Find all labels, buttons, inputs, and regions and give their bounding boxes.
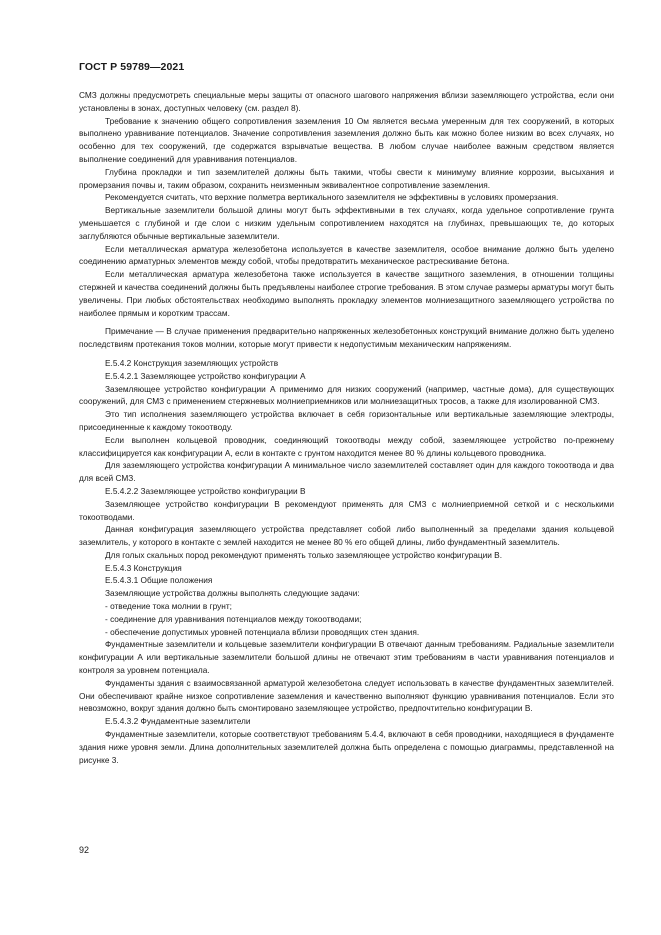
- paragraph: Для голых скальных пород рекомендуют применять только заземляющее устройство конфигурации В.: [105, 549, 503, 560]
- paragraph: Данная конфигурация заземляющего устройства представляет собой либо выполненный за пределами здания кольцевой заземлитель, у которого в контакте с землей находится не менее 80 % его общей длины, либо фундаментный заземлитель.: [79, 524, 614, 548]
- paragraph: Для заземляющего устройства конфигурации А минимальное число заземлителей составляет один для каждого токоотвода и два для всей СМЗ.: [79, 460, 614, 484]
- document-body: [79, 89, 614, 766]
- list-item: - отведение тока молнии в грунт;: [105, 601, 232, 612]
- paragraph: Фундаменты здания с взаимосвязанной арматурой железобетона следует использовать в качестве фундаментных заземлителей. Они обеспечивают крайне низкое сопротивление заземления и качественно выполняют функцию уравнивания потенциалов. Если это невозможно, вокруг здания должно быть смонтировано заземляющее устройство, предпочтительно конфигурации В.: [79, 677, 614, 714]
- paragraph: Если металлическая арматура железобетона используется в качестве заземлителя, особое внимание должно быть уделено соединению арматурных элементов между собой, чтобы предотвратить механическое растрескивание бетона.: [79, 243, 614, 267]
- paragraph: Заземляющее устройство конфигурации А применимо для низких сооружений (например, частные дома), для существующих сооружений, для СМЗ с применением стержневых молниеприемников или молниезащитных тросов, а также для изолированной СМЗ.: [79, 383, 614, 407]
- document-header: ГОСТ Р 59789—2021: [79, 61, 185, 73]
- section-heading: Е.5.4.3 Конструкция: [105, 562, 182, 573]
- paragraph: Фундаментные заземлители, которые соответствуют требованиям 5.4.4, включают в себя проводники, находящиеся в фундаменте здания ниже уровня земли. Длина дополнительных заземлителей должна быть определена с помощью диаграммы, представленной на рисунке 3.: [79, 729, 614, 765]
- section-heading: Е.5.4.2.1 Заземляющее устройство конфигурации А: [105, 370, 306, 381]
- paragraph: Фундаментные заземлители и кольцевые заземлители конфигурации В отвечают данным требованиям. Радиальные заземлители конфигурации А или вертикальные заземлители большой длины не отвечают этим требованиям в части уравнивания потенциалов и контроля за уровнем потенциала.: [79, 639, 614, 676]
- paragraph: Заземляющие устройства должны выполнять следующие задачи:: [105, 588, 360, 599]
- page-number: 92: [79, 845, 90, 855]
- paragraph: Если металлическая арматура железобетона также используется в качестве защитного заземления, в отношении толщины стержней и качества соединений должны быть предъявлены наиболее строгие требования. В этом случае размеры арматуры могут быть увеличены. При любых обстоятельствах необходимо выполнять прокладку элементов молниезащитного заземляющего устройства по наиболее прямым и коротким трассам.: [79, 269, 614, 318]
- paragraph: Рекомендуется считать, что верхние полметра вертикального заземлителя не эффективны в условиях промерзания.: [105, 192, 559, 203]
- paragraph: Если выполнен кольцевой проводник, соединяющий токоотводы между собой, заземляющее устройство по-прежнему классифицируется как конфигурации А, если в контакте с грунтом находится менее 80 % длины кольцевого проводника.: [79, 434, 614, 458]
- section-heading: Е.5.4.3.2 Фундаментные заземлители: [105, 716, 251, 727]
- section-heading: Е.5.4.2.2 Заземляющее устройство конфигурации В: [105, 485, 306, 496]
- paragraph: Заземляющее устройство конфигурации В рекомендуют применять для СМЗ с молниеприемной сеткой и с несколькими токоотводами.: [79, 498, 614, 522]
- section-heading: Е.5.4.2 Конструкция заземляющих устройств: [105, 357, 279, 368]
- paragraph: Это тип исполнения заземляющего устройства включает в себя горизонтальные или вертикальные заземляющие электроды, присоединенные к каждому токоотводу.: [79, 409, 614, 432]
- list-item: - обеспечение допустимых уровней потенциала вблизи проводящих стен здания.: [105, 626, 420, 637]
- paragraph: Вертикальные заземлители большой длины могут быть эффективными в тех случаях, когда удельное сопротивление грунта уменьшается с глубиной и где слои с низким удельным сопротивлением находятся на глубинах, превышающих те, до которых заглубляются обычные вертикальные заземлители.: [79, 205, 614, 241]
- paragraph: Требование к значению общего сопротивления заземления 10 Ом является весьма умеренным для тех сооружений, в которых выполнено уравнивание потенциалов. Значение сопротивления заземления должно быть как можно более низким во всех случаях, но особенно для тех сооружений, где содержатся взрывчатые вещества. В любом случае наиболее важным средством является выполнение соединений для уравнивания потенциалов.: [79, 115, 614, 164]
- paragraph: СМЗ должны предусмотреть специальные меры защиты от опасного шагового напряжения вблизи заземляющего устройства, если они установлены в зонах, доступных человеку (см. раздел 8).: [79, 90, 614, 113]
- note-paragraph: Примечание — В случае применения предварительно напряженных железобетонных конструкций внимание должно быть уделено последствиям протекания токов молнии, которые могут привести к недопустимым механическим напряжениям.: [79, 326, 614, 350]
- list-item: - соединение для уравнивания потенциалов между токоотводами;: [105, 613, 362, 624]
- paragraph: Глубина прокладки и тип заземлителей должны быть такими, чтобы свести к минимуму влияние коррозии, высыхания и промерзания почвы и, таким образом, сохранить неизменным эквивалентное сопротивление заземления.: [79, 166, 614, 190]
- section-heading: Е.5.4.3.1 Общие положения: [105, 575, 213, 586]
